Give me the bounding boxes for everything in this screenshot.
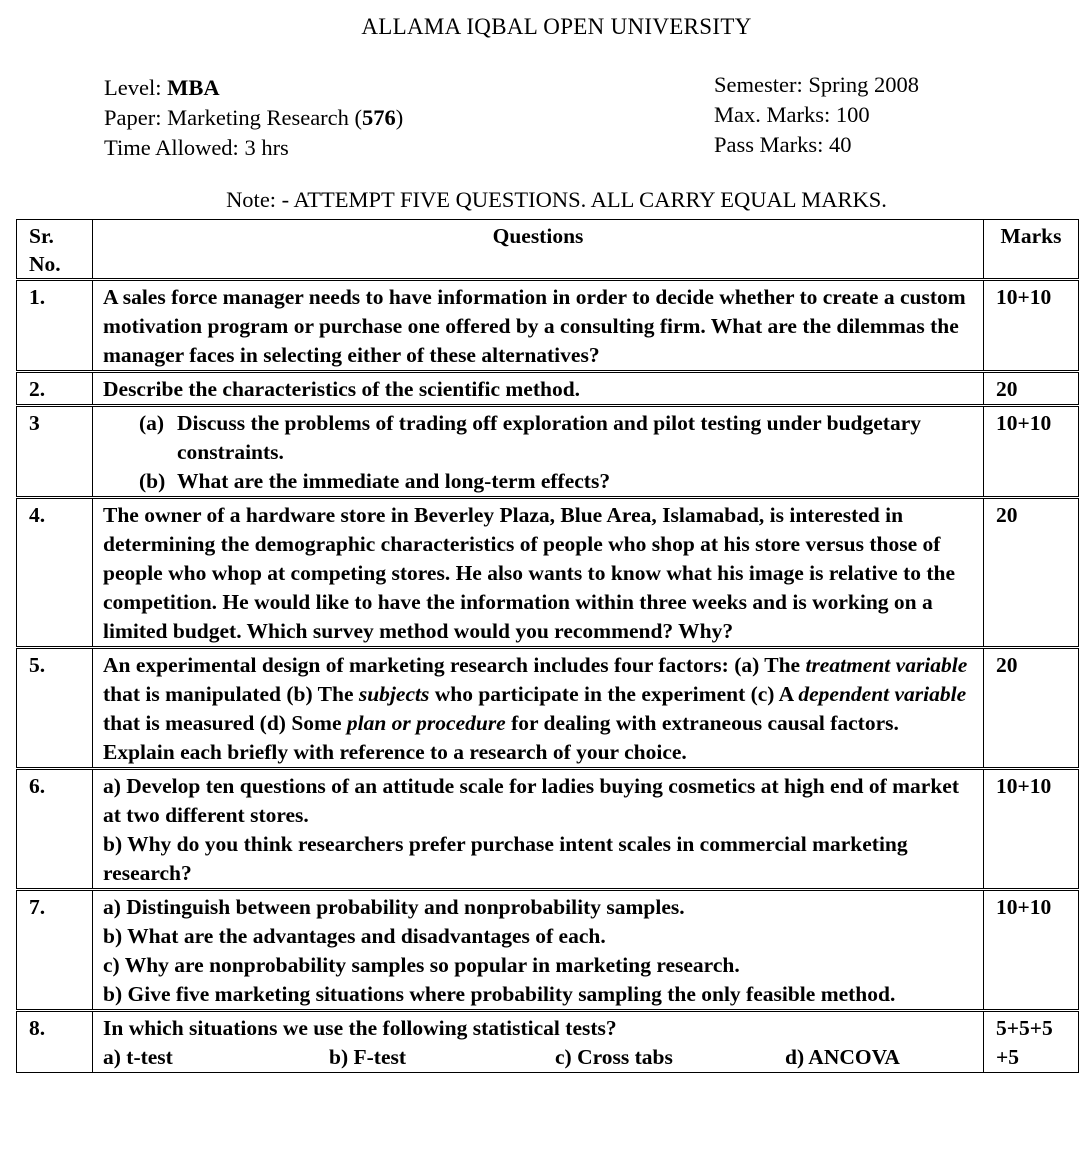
max-marks: Max. Marks: 100 bbox=[714, 102, 870, 127]
question-number: 1. bbox=[17, 280, 93, 372]
questions-table bbox=[16, 219, 1079, 1073]
italic-term: dependent variable bbox=[798, 682, 967, 706]
table-row bbox=[17, 406, 1079, 498]
question-marks bbox=[984, 1011, 1079, 1073]
text-run: that is measured (d) Some bbox=[103, 711, 347, 735]
question-marks: 20 bbox=[984, 648, 1079, 769]
question-part: b) Why do you think researchers prefer purchase intent scales in commercial marketing research? bbox=[103, 832, 908, 885]
sub-question-a bbox=[103, 409, 975, 467]
question-part: a) Develop ten questions of an attitude scale for ladies buying cosmetics at high end of market at two different stores. bbox=[103, 774, 960, 827]
pass-marks: Pass Marks: 40 bbox=[714, 132, 852, 157]
italic-term: subjects bbox=[358, 682, 430, 706]
instructions-note: Note: - ATTEMPT FIVE QUESTIONS. ALL CARRY EQUAL MARKS. bbox=[226, 187, 887, 212]
question-text bbox=[93, 1011, 984, 1073]
question-number: 7. bbox=[17, 890, 93, 1011]
question-text bbox=[93, 406, 984, 498]
text-run: who participate in the experiment (c) A bbox=[429, 682, 799, 706]
question-text bbox=[93, 890, 984, 1011]
table-row bbox=[17, 498, 1079, 648]
table-row bbox=[17, 769, 1079, 890]
text-run: that is manipulated (b) The bbox=[103, 682, 359, 706]
no-label: No. bbox=[29, 252, 61, 276]
italic-term: plan or procedure bbox=[346, 711, 506, 735]
table-row bbox=[17, 648, 1079, 769]
table-header-row bbox=[17, 220, 1079, 280]
question-number: 6. bbox=[17, 769, 93, 890]
sub-question-text: Discuss the problems of trading off exploration and pilot testing under budgetary constraints. bbox=[177, 411, 921, 464]
column-header-marks: Marks bbox=[984, 220, 1079, 280]
exam-info-left bbox=[104, 73, 403, 163]
statistical-tests bbox=[103, 1043, 975, 1072]
question-text: A sales force manager needs to have information in order to decide whether to create a custom motivation program or purchase one offered by a consulting firm. What are the dilemmas the manager faces in selecting either of these alternatives? bbox=[93, 280, 984, 372]
level-value: MBA bbox=[167, 75, 220, 100]
level-label: Level: bbox=[104, 75, 168, 100]
paper-code: 576 bbox=[362, 105, 396, 130]
question-number: 4. bbox=[17, 498, 93, 648]
sub-question-label: (b) bbox=[139, 469, 166, 493]
sub-question-b bbox=[103, 467, 975, 496]
question-text: The owner of a hardware store in Beverley Plaza, Blue Area, Islamabad, is interested in determining the demographic characteristics of people who shop at his store versus those of people who whop at competing stores. He also wants to know what his image is relative to the competition. He would like to have the information within three weeks and is working on a limited budget. Which survey method would you recommend? Why? bbox=[93, 498, 984, 648]
test-cross-tabs: c) Cross tabs bbox=[555, 1045, 673, 1069]
question-number: 8. bbox=[17, 1011, 93, 1073]
question-part: a) Distinguish between probability and nonprobability samples. bbox=[103, 895, 685, 919]
question-text: Describe the characteristics of the scientific method. bbox=[93, 372, 984, 406]
question-number: 5. bbox=[17, 648, 93, 769]
marks-line: 5+5+5 bbox=[996, 1016, 1053, 1040]
question-marks: 20 bbox=[984, 372, 1079, 406]
time-allowed: Time Allowed: 3 hrs bbox=[104, 135, 289, 160]
question-marks: 10+10 bbox=[984, 890, 1079, 1011]
university-title: ALLAMA IQBAL OPEN UNIVERSITY bbox=[361, 14, 752, 39]
question-number: 3 bbox=[17, 406, 93, 498]
paper-close: ) bbox=[395, 105, 404, 130]
test-f: b) F-test bbox=[329, 1045, 407, 1069]
question-marks: 10+10 bbox=[984, 280, 1079, 372]
question-marks: 10+10 bbox=[984, 769, 1079, 890]
question-number: 2. bbox=[17, 372, 93, 406]
question-text bbox=[93, 648, 984, 769]
sub-question-text: What are the immediate and long-term effects? bbox=[177, 469, 611, 493]
paper-line bbox=[104, 103, 403, 133]
sub-question-label: (a) bbox=[139, 411, 165, 435]
question-part: In which situations we use the following statistical tests? bbox=[103, 1016, 617, 1040]
test-ancova: d) ANCOVA bbox=[785, 1045, 900, 1069]
exam-info-right bbox=[714, 70, 919, 160]
table-row bbox=[17, 1011, 1079, 1073]
question-part: b) Give five marketing situations where probability sampling the only feasible method. bbox=[103, 982, 896, 1006]
table-row bbox=[17, 890, 1079, 1011]
italic-term: treatment variable bbox=[805, 653, 968, 677]
sr-label: Sr. bbox=[29, 224, 54, 248]
paper-label: Paper: Marketing Research ( bbox=[104, 105, 363, 130]
test-t: a) t-test bbox=[103, 1045, 173, 1069]
question-text bbox=[93, 769, 984, 890]
text-run: An experimental design of marketing research includes four factors: (a) The bbox=[103, 653, 806, 677]
question-marks: 10+10 bbox=[984, 406, 1079, 498]
table-row bbox=[17, 372, 1079, 406]
level-line bbox=[104, 73, 403, 103]
column-header-sr-no bbox=[17, 220, 93, 280]
table-row bbox=[17, 280, 1079, 372]
semester: Semester: Spring 2008 bbox=[714, 72, 919, 97]
text-run: for dealing with extraneous causal factors. Explain each briefly with reference to a research of your choice. bbox=[103, 711, 899, 764]
question-part: b) What are the advantages and disadvantages of each. bbox=[103, 924, 606, 948]
column-header-questions: Questions bbox=[93, 220, 984, 280]
marks-line: +5 bbox=[996, 1045, 1020, 1069]
question-marks: 20 bbox=[984, 498, 1079, 648]
question-part: c) Why are nonprobability samples so popular in marketing research. bbox=[103, 953, 740, 977]
